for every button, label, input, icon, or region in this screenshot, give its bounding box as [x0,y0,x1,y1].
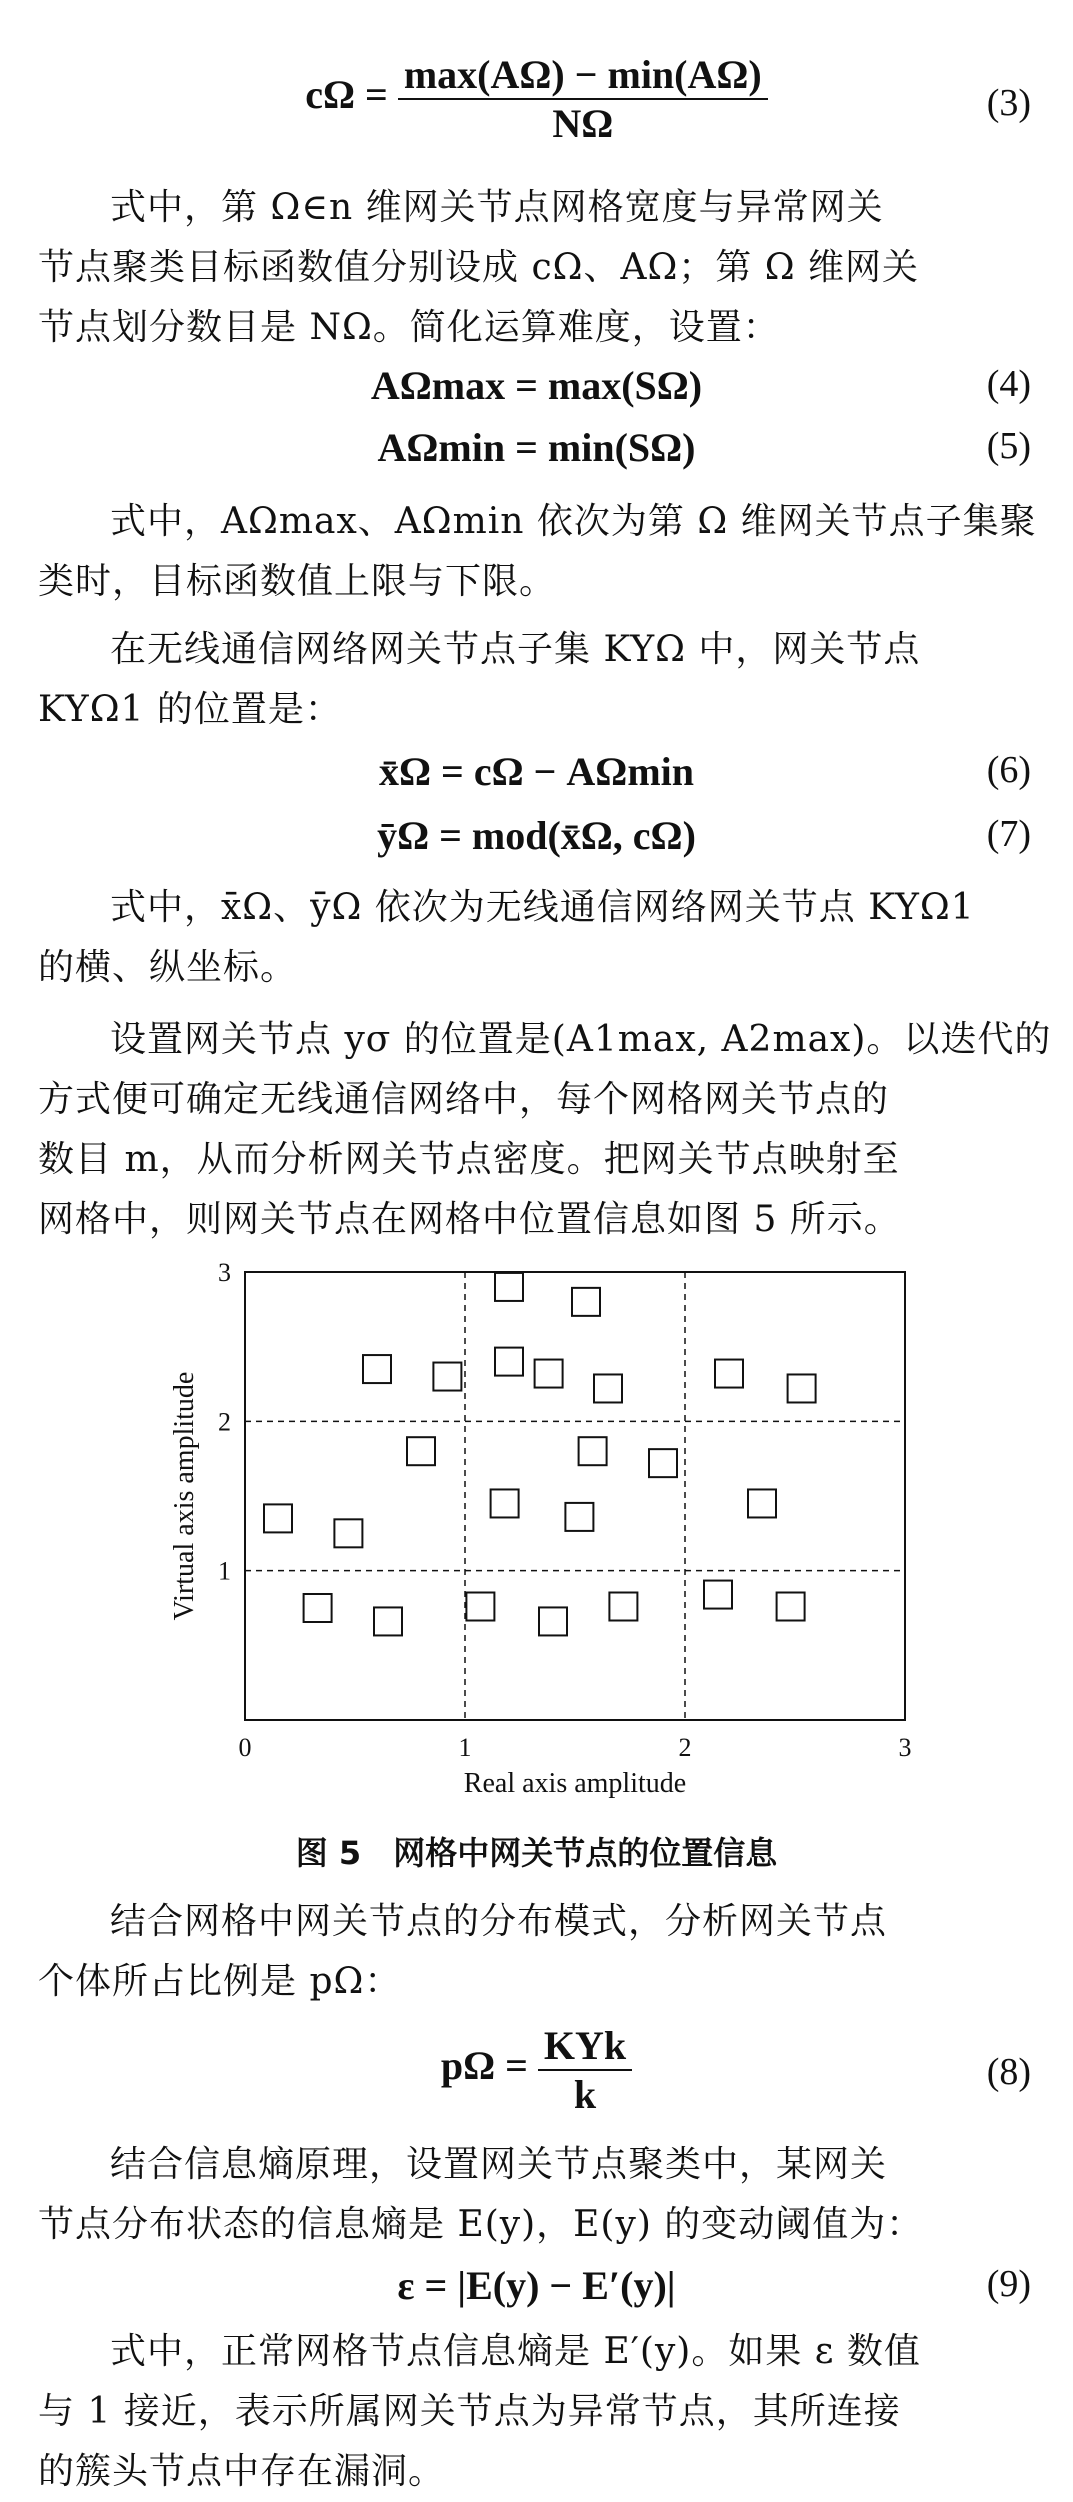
equation-7 [0,812,1073,882]
eq6-tag: (6) [986,749,1031,791]
paragraph-1 [38,178,1038,358]
paragraph-3 [38,620,1038,740]
eq3-numerator: max(AΩ) − min(AΩ) [398,51,768,100]
data-point-square [777,1593,805,1621]
figure-5-scatter-chart [155,1250,915,1810]
y-tick-label: 3 [218,1258,231,1287]
data-point-square [466,1593,494,1621]
data-point-square [495,1348,523,1376]
p5-line: 数目 m，从而分析网关节点密度。把网关节点映射至 [38,1139,900,1180]
x-axis-label: Real axis amplitude [463,1768,687,1799]
eq8-lhs: pΩ = [440,2043,528,2089]
data-point-square [649,1449,677,1477]
data-point-square [363,1355,391,1383]
eq5-tag: (5) [986,425,1031,467]
p3-line: 在无线通信网络网关节点子集 KYΩ 中，网关节点 [110,629,921,670]
paragraph-4 [38,878,1038,998]
equation-4 [0,362,1073,432]
p2-line: 类时，目标函数值上限与下限。 [38,561,557,602]
paragraph-7 [38,2135,1038,2255]
eq8-numerator: KYk [538,2022,632,2071]
eq8-tag: (8) [986,2051,1031,2093]
eq9-formula: ε = |E(y) − E′(y)| [397,2263,676,2308]
p3-line: KYΩ1 的位置是： [38,689,342,730]
eq4-formula: AΩmax = max(SΩ) [370,363,703,408]
eq3-fraction [398,51,768,147]
equation-8 [0,2022,1073,2132]
paragraph-8 [38,2322,1038,2502]
data-point-square [374,1607,402,1635]
p6-line: 个体所占比例是 pΩ： [38,1961,402,2002]
data-point-square [535,1360,563,1388]
paragraph-5 [38,1010,1052,1250]
p1-line: 式中，第 Ω∈n 维网关节点网格宽度与异常网关 [110,187,884,228]
data-point-square [264,1504,292,1532]
paragraph-6 [38,1892,1038,2012]
x-tick-label: 1 [458,1733,472,1762]
p4-line: 的横、纵坐标。 [38,947,298,988]
p5-line: 网格中，则网关节点在网格中位置信息如图 5 所示。 [38,1199,901,1240]
p1-line: 节点划分数目是 NΩ。简化运算难度，设置： [38,307,780,348]
data-point-square [491,1489,519,1517]
data-point-square [565,1503,593,1531]
y-tick-label: 1 [218,1556,231,1586]
p1-line: 节点聚类目标函数值分别设成 cΩ、AΩ；第 Ω 维网关 [38,247,920,288]
data-point-square [539,1607,567,1635]
eq3-denominator: NΩ [552,101,614,146]
p4-line: 式中，x̄Ω、ȳΩ 依次为无线通信网络网关节点 KYΩ1 [110,887,975,928]
data-point-square [579,1437,607,1465]
data-point-square [304,1594,332,1622]
data-point-square [704,1581,732,1609]
data-point-square [407,1437,435,1465]
eq3-tag: (3) [986,82,1031,124]
p5-line: 设置网关节点 yσ 的位置是(A1max, A2max)。以迭代的 [110,1019,1052,1060]
eq5-formula: AΩmin = min(SΩ) [377,425,696,470]
data-point-square [572,1288,600,1316]
p7-line: 结合信息熵原理，设置网关节点聚类中，某网关 [110,2144,888,2185]
plot-frame [245,1272,905,1720]
eq8-denominator: k [573,2072,597,2117]
equation-3 [0,45,1073,165]
eq6-formula: x̄Ω = cΩ − AΩmin [379,749,694,794]
x-tick-label: 2 [678,1733,692,1762]
x-tick-label: 0 [238,1733,252,1762]
eq7-tag: (7) [986,813,1031,855]
data-point-square [609,1593,637,1621]
p8-line: 与 1 接近，表示所属网关节点为异常节点，其所连接 [38,2391,901,2432]
p7-line: 节点分布状态的信息熵是 E(y)，E(y) 的变动阈值为： [38,2204,924,2245]
eq4-tag: (4) [986,363,1031,405]
p8-line: 式中，正常网格节点信息熵是 E′(y)。如果 ε 数值 [110,2331,921,2372]
data-point-square [748,1489,776,1517]
eq3-lhs: cΩ = [305,72,388,118]
x-tick-label: 3 [898,1733,912,1762]
data-point-square [788,1374,816,1402]
eq8-fraction [538,2022,632,2118]
data-point-square [594,1374,622,1402]
p8-line: 的簇头节点中存在漏洞。 [38,2451,446,2492]
data-point-square [495,1273,523,1301]
paragraph-2 [38,492,1038,612]
figure-5-caption: 图 5 网格中网关节点的位置信息 [295,1834,778,1872]
y-tick-label: 2 [218,1407,231,1437]
data-point-square [715,1360,743,1388]
equation-5 [0,424,1073,494]
y-axis-label: Virtual axis amplitude [169,1371,200,1621]
p5-line: 方式便可确定无线通信网络中，每个网格网关节点的 [38,1079,890,1120]
data-point-square [334,1519,362,1547]
data-point-square [433,1363,461,1391]
equation-6 [0,748,1073,818]
eq9-tag: (9) [986,2263,1031,2305]
p2-line: 式中，AΩmax、AΩmin 依次为第 Ω 维网关节点子集聚 [110,501,1037,542]
p6-line: 结合网格中网关节点的分布模式，分析网关节点 [110,1901,888,1942]
eq7-formula: ȳΩ = mod(x̄Ω, cΩ) [377,813,696,858]
